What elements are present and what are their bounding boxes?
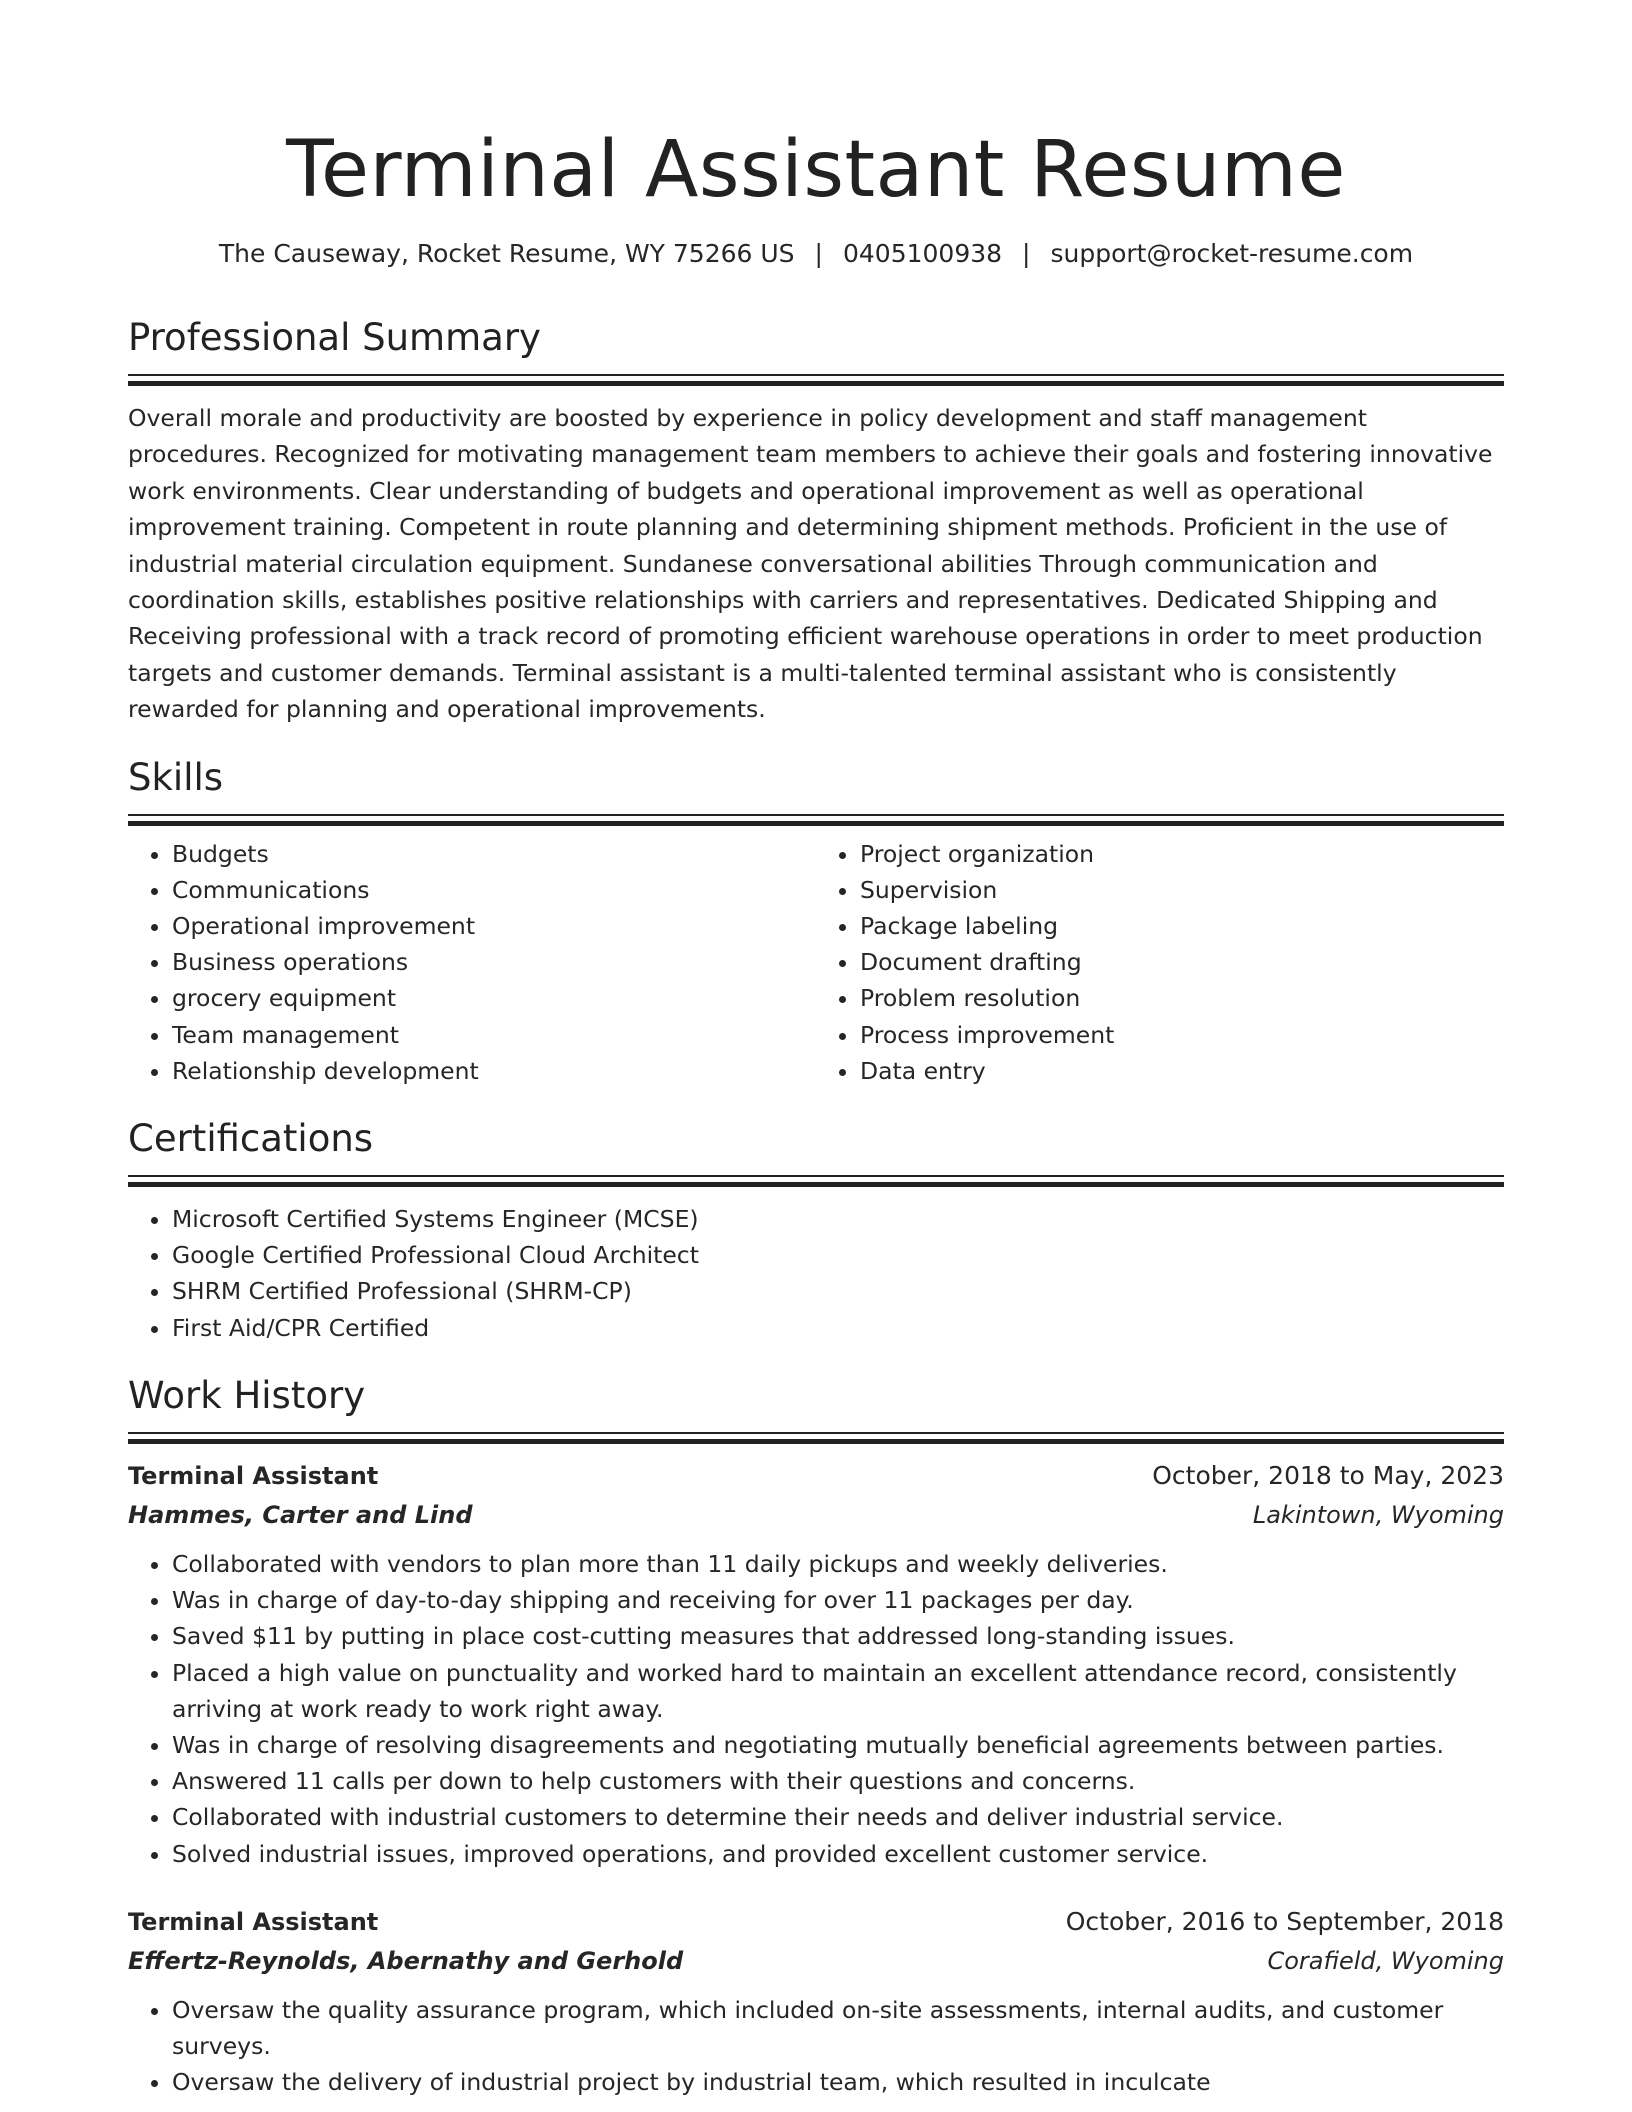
job-bullet: • Answered 11 calls per down to help customers with their questions and concerns.: [172, 1763, 1504, 1799]
section-divider: [128, 814, 1504, 826]
job-bullet: • Collaborated with industrial customers to determine their needs and deliver industrial service.: [172, 1799, 1504, 1835]
skills-section: [128, 754, 1504, 1089]
skill-item: • Document drafting: [860, 944, 1504, 980]
job-subheader: [128, 1942, 1504, 1980]
job-entry: [128, 1902, 1504, 2101]
work-history-section: [128, 1372, 1504, 2100]
section-divider: [128, 374, 1504, 386]
job-header: [128, 1902, 1504, 1942]
job-bullet: • Was in charge of resolving disagreements and negotiating mutually beneficial agreements between parties.: [172, 1727, 1504, 1763]
skills-list-right: [816, 836, 1504, 1089]
job-bullets: [128, 1546, 1504, 1872]
contact-line: [128, 236, 1504, 272]
skill-item: • Project organization: [860, 836, 1504, 872]
job-bullet: • Was in charge of day-to-day shipping and receiving for over 11 packages per day.: [172, 1582, 1504, 1618]
job-header: [128, 1456, 1504, 1496]
skill-item: • grocery equipment: [172, 980, 816, 1016]
job-dates: October, 2016 to September, 2018: [1065, 1906, 1504, 1936]
skill-item: • Relationship development: [172, 1053, 816, 1089]
contact-email: support@rocket-resume.com: [1050, 239, 1414, 268]
job-bullet: • Saved $11 by putting in place cost-cutting measures that addressed long-standing issues.: [172, 1618, 1504, 1654]
skills-list-left: [128, 836, 816, 1089]
skill-item: • Package labeling: [860, 908, 1504, 944]
job-bullet: • Collaborated with vendors to plan more than 11 daily pickups and weekly deliveries.: [172, 1546, 1504, 1582]
certification-item: • Microsoft Certified Systems Engineer (MCSE): [172, 1201, 1504, 1237]
skill-item: • Supervision: [860, 872, 1504, 908]
job-title: Terminal Assistant: [128, 1461, 379, 1490]
certification-item: • First Aid/CPR Certified: [172, 1310, 1504, 1346]
certifications-heading: Certifications: [128, 1117, 374, 1161]
summary-heading: Professional Summary: [128, 316, 541, 359]
resume-title: Terminal Assistant Resume: [286, 125, 1346, 215]
contact-phone: 0405100938: [842, 239, 1003, 268]
job-bullet: • Oversaw the quality assurance program, which included on-site assessments, internal audits, and customer surveys.: [172, 1992, 1504, 2064]
skill-item: • Operational improvement: [172, 908, 816, 944]
job-location: Corafield, Wyoming: [1267, 1946, 1504, 1975]
skill-item: • Team management: [172, 1017, 816, 1053]
job-bullet: • Solved industrial issues, improved operations, and provided excellent customer service.: [172, 1836, 1504, 1872]
skills-columns: [128, 836, 1504, 1089]
work-history-heading: Work History: [128, 1373, 366, 1417]
contact-address: The Causeway, Rocket Resume, WY 75266 US: [218, 239, 795, 268]
job-company: Effertz-Reynolds, Abernathy and Gerhold: [128, 1946, 684, 1975]
certifications-list: [128, 1201, 1504, 1346]
certification-item: • SHRM Certified Professional (SHRM-CP): [172, 1273, 1504, 1309]
resume-page: [128, 0, 1504, 2100]
certification-item: • Google Certified Professional Cloud Architect: [172, 1237, 1504, 1273]
job-entry: [128, 1456, 1504, 1872]
job-company: Hammes, Carter and Lind: [128, 1500, 473, 1529]
job-subheader: [128, 1496, 1504, 1534]
skill-item: • Budgets: [172, 836, 816, 872]
certifications-section: [128, 1115, 1504, 1346]
skill-item: • Data entry: [860, 1053, 1504, 1089]
summary-section: [128, 314, 1504, 728]
contact-separator: |: [1022, 239, 1031, 268]
skills-heading: Skills: [128, 755, 224, 799]
skill-item: • Problem resolution: [860, 980, 1504, 1016]
contact-separator: |: [814, 239, 823, 268]
skill-item: • Business operations: [172, 944, 816, 980]
job-title: Terminal Assistant: [128, 1907, 379, 1936]
job-location: Lakintown, Wyoming: [1252, 1500, 1504, 1529]
job-dates: October, 2018 to May, 2023: [1152, 1460, 1504, 1490]
skill-item: • Communications: [172, 872, 816, 908]
skill-item: • Process improvement: [860, 1017, 1504, 1053]
job-bullets: [128, 1992, 1504, 2101]
section-divider: [128, 1175, 1504, 1187]
job-bullet: • Placed a high value on punctuality and worked hard to maintain an excellent attendance record, consistently arriving at work ready to work right away.: [172, 1655, 1504, 1727]
summary-text: Overall morale and productivity are boosted by experience in policy development and staff management procedures. Recognized for motivating management team members to achieve their goals and fostering innovative work environments. Clear understanding of budgets and operational improvement as well as operational improvement training. Competent in route planning and determining shipment methods. Proficient in the use of industrial material circulation equipment. Sundanese conversational abilities Through communication and coordination skills, establishes positive relationships with carriers and representatives. Dedicated Shipping and Receiving professional with a track record of promoting efficient warehouse operations in order to meet production targets and customer demands. Terminal assistant is a multi-talented terminal assistant who is consistently rewarded for planning and operational improvements.: [128, 404, 1493, 724]
section-divider: [128, 1432, 1504, 1444]
job-bullet: • Oversaw the delivery of industrial project by industrial team, which resulted in inculcate: [172, 2064, 1504, 2100]
